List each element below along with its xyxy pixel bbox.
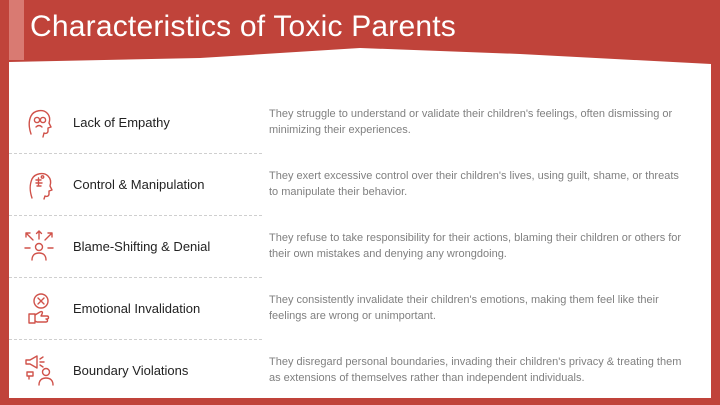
rejected-speech-hand-icon [21,290,57,326]
item-description: They disregard personal boundaries, invading their children's privacy & treating them as extensions of themselves rather than independent individuals. [269,356,682,384]
list-item-blame-shifting [9,216,711,276]
list-item-control-manipulation [9,154,711,214]
item-description: They consistently invalidate their children's emotions, making them feel like their feelings are wrong or unimportant. [269,294,659,322]
list-item-lack-of-empathy [9,92,711,152]
slide-title: Characteristics of Toxic Parents [30,10,457,43]
blame-arrows-person-icon [21,228,57,264]
megaphone-person-icon [21,352,57,388]
item-label: Emotional Invalidation [73,300,201,316]
item-description: They refuse to take responsibility for their actions, blaming their children or others for their own mistakes and denying any wrongdoing. [269,232,682,260]
item-description: They exert excessive control over their children's lives, using guilt, shame, or threats to manipulate their behavior. [269,170,679,198]
item-label: Lack of Empathy [73,114,170,130]
list-item-boundary-violations [9,340,711,400]
item-label: Boundary Violations [73,362,189,378]
sad-face-head-icon [21,104,57,140]
controlled-head-icon [21,166,57,202]
list-item-emotional-invalidation [9,278,711,338]
item-label: Blame-Shifting & Denial [73,238,211,254]
item-label: Control & Manipulation [73,176,205,192]
item-description: They struggle to understand or validate their children's feelings, often dismissing or minimizing their experiences. [269,108,673,136]
